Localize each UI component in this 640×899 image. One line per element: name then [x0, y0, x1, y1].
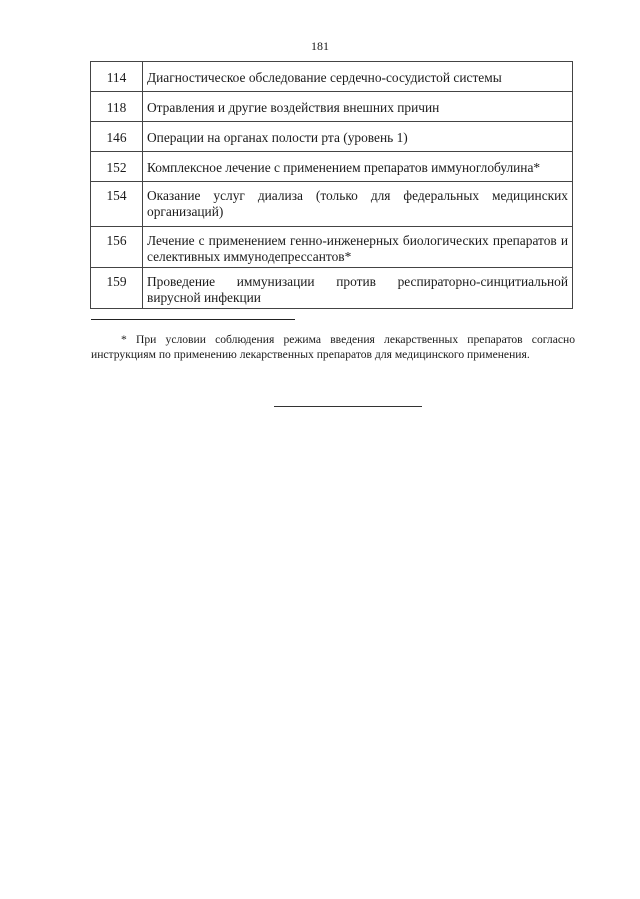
row-description: Диагностическое обследование сердечно-сосудистой системы [143, 62, 573, 92]
table-row [91, 152, 573, 182]
footnote-separator [91, 319, 295, 320]
row-description: Оказание услуг диализа (только для федеральных медицинских организаций) [143, 182, 573, 227]
table-row [91, 227, 573, 268]
row-description: Комплексное лечение с применением препаратов иммуноглобулина* [143, 152, 573, 182]
row-code: 114 [91, 62, 143, 92]
row-code: 118 [91, 92, 143, 122]
table-row [91, 182, 573, 227]
footnote: * При условии соблюдения режима введения лекарственных препаратов согласно инструкциям по применению лекарственных препаратов для медицинского применения. [91, 333, 575, 361]
row-description: Отравления и другие воздействия внешних причин [143, 92, 573, 122]
page-number: 181 [311, 39, 329, 53]
row-code: 159 [91, 268, 143, 309]
table-row [91, 62, 573, 92]
row-description: Операции на органах полости рта (уровень 1) [143, 122, 573, 152]
row-code: 154 [91, 182, 143, 227]
table-row [91, 92, 573, 122]
row-description: Лечение с применением генно-инженерных биологических препаратов и селективных иммунодепрессантов* [143, 227, 573, 268]
end-of-section-line [274, 406, 422, 407]
table-row [91, 122, 573, 152]
row-code: 152 [91, 152, 143, 182]
row-description: Проведение иммунизации против респираторно-синцитиальной вирусной инфекции [143, 268, 573, 309]
services-table [90, 61, 573, 309]
row-code: 156 [91, 227, 143, 268]
row-code: 146 [91, 122, 143, 152]
table-row [91, 268, 573, 309]
